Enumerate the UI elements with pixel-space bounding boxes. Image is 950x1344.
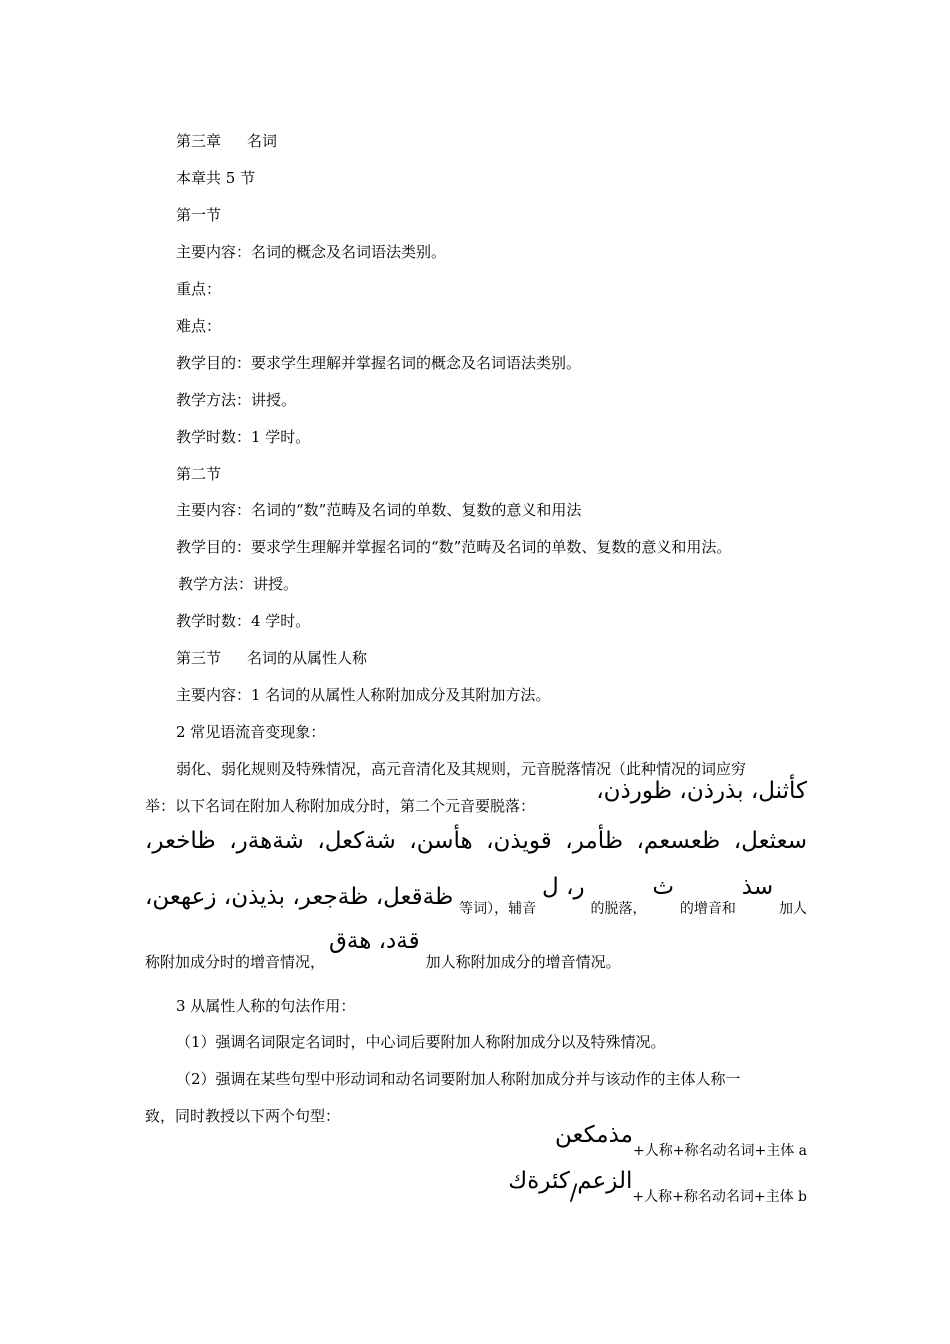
text-fragment-1: 等词），辅音 bbox=[459, 901, 537, 917]
section-1-method: 教学方法：讲授。 bbox=[176, 391, 297, 409]
pattern-a bbox=[554, 1122, 807, 1159]
pattern-b-slash: / bbox=[569, 1181, 578, 1206]
section-1-key-points: 重点： bbox=[176, 280, 222, 298]
section-3-content-1: 主要内容：1 名词的从属性人称附加成分及其附加方法。 bbox=[176, 686, 551, 704]
arabic-words-qad-haq: قةد، هةق bbox=[329, 928, 420, 954]
chapter-heading bbox=[176, 131, 277, 151]
paragraph-line-1: 弱化、弱化规则及特殊情况，高元音清化及其规则，元音脱落情况（此种情况的词应穷 bbox=[176, 760, 747, 778]
pattern-b-arabic-1: كئرةك bbox=[508, 1168, 570, 1194]
pattern-b-formula: +人称+称名动名词+主体 b bbox=[632, 1189, 807, 1205]
section-2-hours: 教学时数：4 学时。 bbox=[176, 612, 311, 630]
section-2-heading: 第二节 bbox=[176, 465, 222, 483]
pattern-a-arabic: مذمكعن bbox=[554, 1122, 633, 1148]
arabic-word-list-1: كأثنل، بذرذن، ظورذن، bbox=[596, 778, 807, 804]
pattern-a-formula: +人称+称名动名词+主体 a bbox=[633, 1143, 807, 1159]
section-1-difficulties: 难点： bbox=[176, 317, 222, 335]
section-3-number: 第三节 bbox=[176, 649, 222, 667]
text-fragment-4: 加人 bbox=[779, 901, 807, 917]
section-3-content-2: 2 常见语流音变现象： bbox=[176, 723, 326, 741]
arabic-letter-th: ث bbox=[652, 874, 675, 900]
section-2-objective: 教学目的：要求学生理解并掌握名词的“数”范畴及名词的单数、复数的意义和用法。 bbox=[176, 538, 732, 556]
syntax-item-2-line-2: 致，同时教授以下两个句型： bbox=[145, 1107, 341, 1125]
pattern-b bbox=[508, 1168, 807, 1206]
section-1-hours: 教学时数：1 学时。 bbox=[176, 428, 311, 446]
chapter-number: 第三章 bbox=[176, 132, 222, 150]
section-count: 本章共 5 节 bbox=[176, 169, 256, 187]
section-1-content: 主要内容：名词的概念及名词语法类别。 bbox=[176, 243, 447, 261]
syntax-heading: 3 从属性人称的句法作用： bbox=[176, 997, 356, 1015]
section-2-method: 教学方法：讲授。 bbox=[178, 575, 299, 593]
section-1-objective: 教学目的：要求学生理解并掌握名词的概念及名词语法类别。 bbox=[176, 354, 582, 372]
section-1-heading: 第一节 bbox=[176, 206, 222, 224]
section-3-title: 名词的从属性人称 bbox=[247, 649, 368, 667]
paragraph-line-2-text: 举：以下名词在附加人称附加成分时，第二个元音要脱落： bbox=[145, 797, 536, 815]
paragraph-line-4 bbox=[145, 872, 807, 917]
chapter-title: 名词 bbox=[247, 132, 278, 150]
text-fragment-3: 的增音和 bbox=[679, 901, 736, 917]
section-3-heading bbox=[176, 648, 367, 668]
text-fragment-5: 称附加成分时的增音情况， bbox=[145, 953, 326, 971]
syntax-item-2-line-1: （2）强调在某些句型中形动词和动名词要附加人称附加成分并与该动作的主体人称一 bbox=[176, 1070, 741, 1088]
arabic-word-list-2: سعثعل، ظعسعم، ظأمر، قويذن، هأسن، شةكعل، شةهةر، ظاخعر، bbox=[145, 828, 807, 854]
arabic-letters-r-l: ر، ل bbox=[542, 874, 585, 900]
section-2-content: 主要内容：名词的“数”范畴及名词的单数、复数的意义和用法 bbox=[176, 501, 582, 519]
syntax-item-1: （1）强调名词限定名词时，中心词后要附加人称附加成分以及特殊情况。 bbox=[176, 1033, 666, 1051]
text-fragment-2: 的脱落， bbox=[590, 901, 647, 917]
arabic-letters-s: سذ bbox=[741, 874, 774, 900]
arabic-word-list-3: ظةقعل، ظةجعر، بذيذن، زعهعن، bbox=[145, 884, 454, 910]
text-fragment-6: 加人称附加成分的增音情况。 bbox=[425, 953, 621, 971]
pattern-b-arabic-2: الزعم bbox=[577, 1168, 633, 1194]
paragraph-line-5 bbox=[145, 926, 621, 971]
